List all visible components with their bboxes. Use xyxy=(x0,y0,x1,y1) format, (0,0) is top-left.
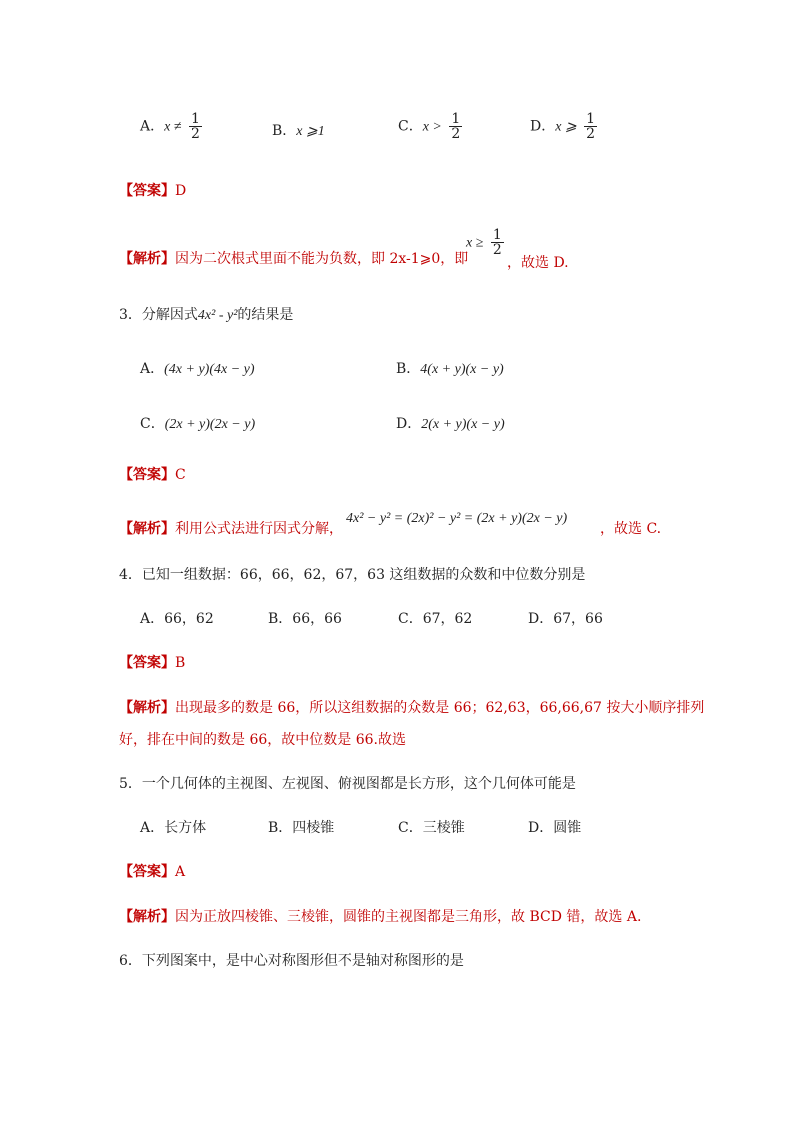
q3-option-b: B．4(x + y)(x − y) xyxy=(396,361,504,377)
q4-option-a: A．66，62 xyxy=(140,611,214,627)
q2-option-b: B．x ⩾1 xyxy=(272,123,325,139)
q3-answer: 【答案】C xyxy=(119,467,186,483)
q4-analysis: 【解析】出现最多的数是 66，所以这组数据的众数是 66；62,63，66,66,67 按大小顺序排列 xyxy=(119,700,705,716)
q3-stem: 3．分解因式4x² - y²的结果是 xyxy=(119,307,294,323)
q3-option-a: A．(4x + y)(4x − y) xyxy=(140,361,255,377)
q5-stem: 5．一个几何体的主视图、左视图、俯视图都是长方形，这个几何体可能是 xyxy=(119,776,576,792)
q3-option-d: D．2(x + y)(x − y) xyxy=(396,416,505,432)
q3-analysis: 【解析】利用公式法进行因式分解， xyxy=(119,521,343,537)
q4-option-c: C．67，62 xyxy=(398,611,473,627)
q4-answer: 【答案】B xyxy=(119,655,186,671)
q2-option-c: C．x > $\frac{1}{2}$ xyxy=(398,111,461,142)
q5-option-d: D．圆锥 xyxy=(528,820,582,836)
q4-option-d: D．67，66 xyxy=(528,611,603,627)
fraction: $\frac{1}{2}$ xyxy=(586,111,596,142)
q5-option-b: B．四棱锥 xyxy=(268,820,335,836)
q2-analysis: 【解析】因为二次根式里面不能为负数，即 2x-1⩾0，即 xyxy=(119,251,469,267)
q4-analysis-line2: 好，排在中间的数是 66，故中位数是 66.故选 xyxy=(119,732,406,748)
q3-option-c: C．(2x + y)(2x − y) xyxy=(140,416,256,432)
q5-answer: 【答案】A xyxy=(119,864,186,880)
q2-analysis-formula: x ≥ $\frac{1}{2}$ xyxy=(466,227,502,258)
q2-analysis-end: ，故选 D. xyxy=(507,255,569,271)
fraction: $\frac{1}{2}$ xyxy=(451,111,461,142)
q4-stem: 4．已知一组数据：66，66，62，67，63 这组数据的众数和中位数分别是 xyxy=(119,567,586,583)
q4-option-b: B．66，66 xyxy=(268,611,342,627)
q5-option-a: A．长方体 xyxy=(140,820,207,836)
q6-stem: 6．下列图案中，是中心对称图形但不是轴对称图形的是 xyxy=(119,953,464,969)
q3-analysis-end: ，故选 C. xyxy=(600,521,662,537)
fraction: $\frac{1}{2}$ xyxy=(190,111,200,142)
q5-option-c: C．三棱锥 xyxy=(398,820,465,836)
q5-analysis: 【解析】因为正放四棱锥、三棱锥，圆锥的主视图都是三角形，故 BCD 错，故选 A. xyxy=(119,909,642,925)
q2-option-d: D．x ⩾ $\frac{1}{2}$ xyxy=(530,111,596,142)
q3-analysis-formula: 4x² − y² = (2x)² − y² = (2x + y)(2x − y) xyxy=(346,511,568,526)
q2-answer: 【答案】D xyxy=(119,183,187,199)
q2-option-a: A．x ≠ $\frac{1}{2}$ xyxy=(140,111,200,142)
fraction: $\frac{1}{2}$ xyxy=(492,227,502,258)
